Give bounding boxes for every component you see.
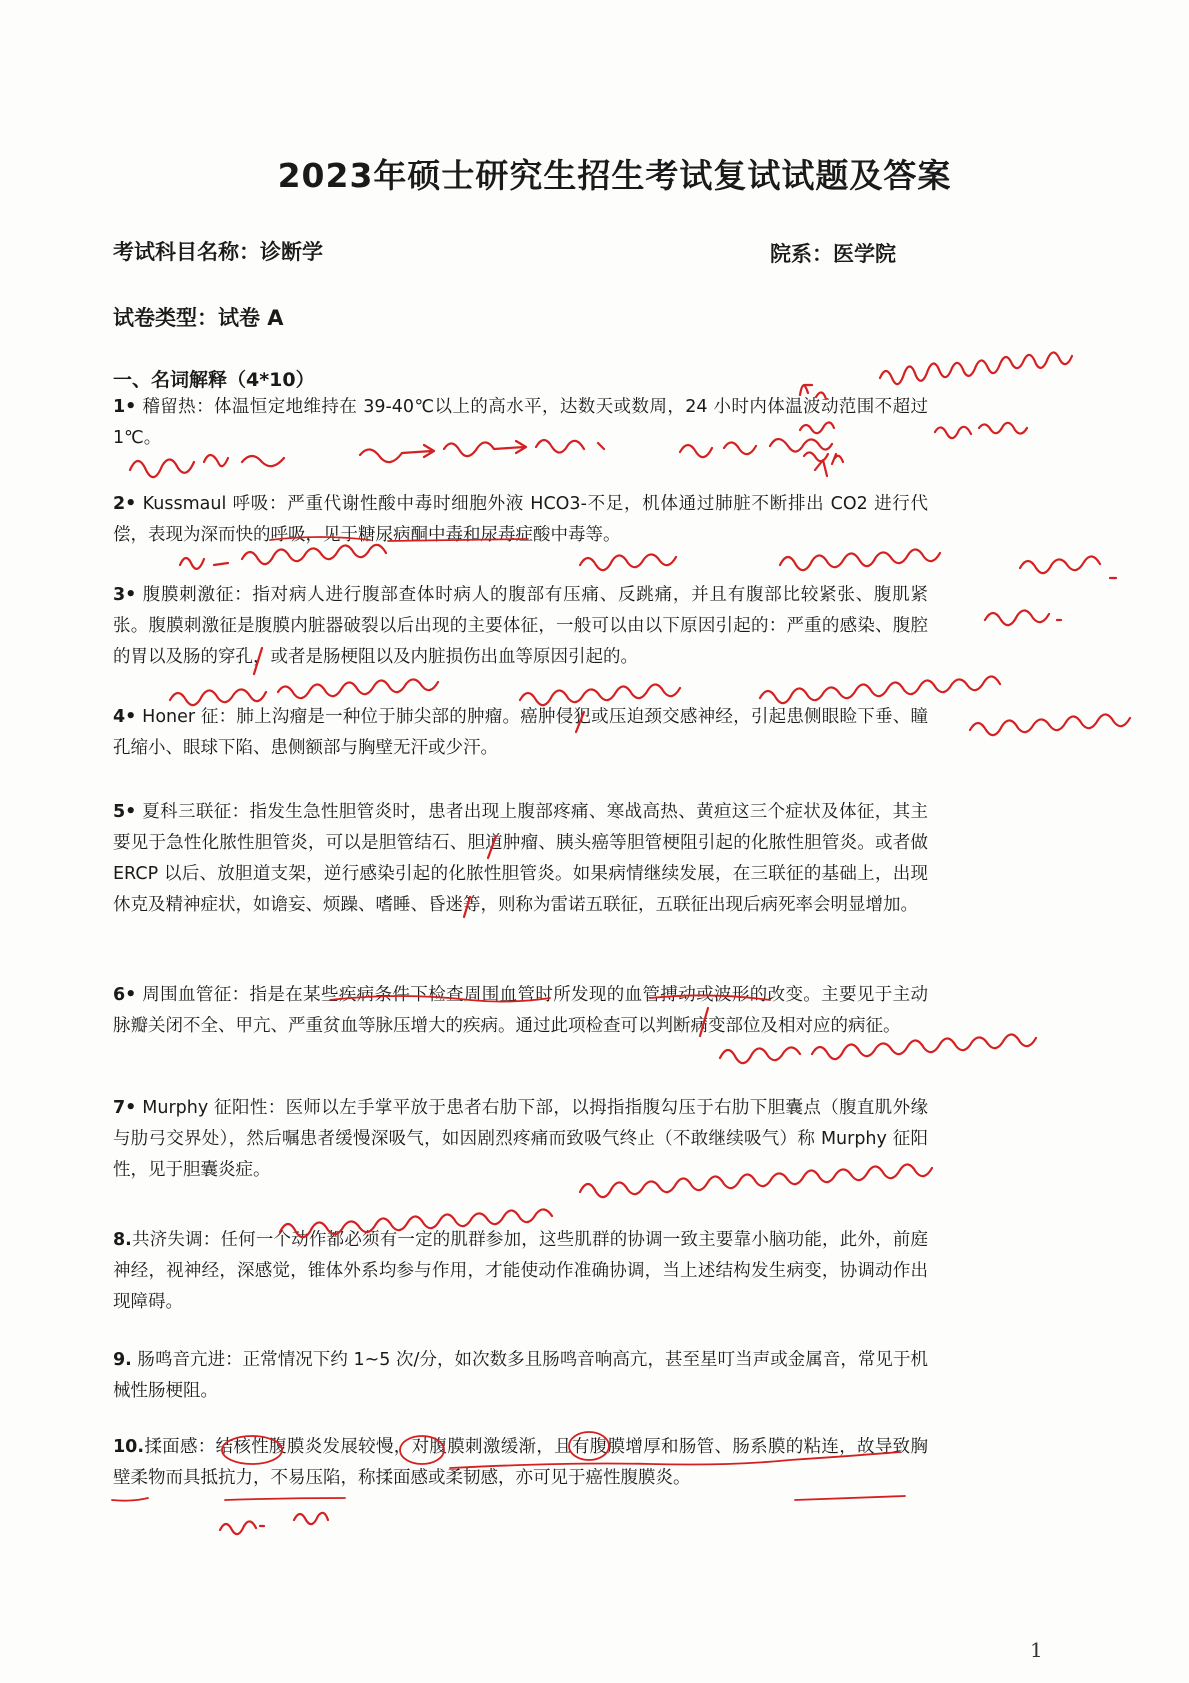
item-text: 腹膜刺激征：指对病人进行腹部查体时病人的腹部有压痛、反跳痛，并且有腹部比较紧张、腹肌紧张。腹膜刺激征是腹膜内脏器破裂以后出现的主要体征，一般可以由以下原因引起的：严重的感染、腹腔的胃以及肠的穿孔，或者是肠梗阻以及内脏损伤出血等原因引起的。 xyxy=(113,585,928,667)
item-text: 夏科三联征：指发生急性胆管炎时，患者出现上腹部疼痛、寒战高热、黄疸这三个症状及体征，其主要见于急性化脓性胆管炎，可以是胆管结石、胆道肿瘤、胰头癌等胆管梗阻引起的化脓性胆管炎。或者做 ERCP 以后、放胆道支架，逆行感染引起的化脓性胆管炎。如果病情继续发展，在三联征的基础上，出现休克及精神症状，如谵妄、烦躁、嗜睡、昏迷等，则称为雷诺五联征，五联征出现后病死率会明显增加。 xyxy=(113,802,928,915)
handwriting-scribble xyxy=(935,423,1027,438)
handwriting-scribble xyxy=(760,676,1000,703)
list-item xyxy=(113,980,928,1042)
item-number: 6• xyxy=(113,985,137,1005)
item-number: 1• xyxy=(113,397,137,417)
underline-mark xyxy=(225,1498,345,1500)
department: 院系：医学院 xyxy=(770,242,896,266)
paper-type: 试卷类型：试卷 A xyxy=(113,306,284,330)
item-text: Murphy 征阳性：医师以左手掌平放于患者右肋下部，以拇指指腹勾压于右肋下胆囊点（腹直肌外缘与肋弓交界处），然后嘱患者缓慢深吸气，如因剧烈疼痛而致吸气终止（不敢继续吸气）称 Murphy 征阳性，见于胆囊炎症。 xyxy=(113,1098,928,1180)
list-item xyxy=(113,1225,928,1318)
item-number: 9. xyxy=(113,1350,132,1370)
item-text: 共济失调：任何一个动作都必须有一定的肌群参加，这些肌群的协调一致主要靠小脑功能，此外，前庭神经，视神经，深感觉，锥体外系均参与作用，才能使动作准确协调，当上述结构发生病变，协调动作出现障碍。 xyxy=(113,1230,928,1312)
item-number: 10. xyxy=(113,1437,145,1457)
handwriting-scribble xyxy=(780,549,940,570)
list-item xyxy=(113,797,928,921)
item-text: Kussmaul 呼吸：严重代谢性酸中毒时细胞外液 HCO3-不足，机体通过肺脏不断排出 CO2 进行代偿，表现为深而快的呼吸，见于糖尿病酮中毒和尿毒症酸中毒等。 xyxy=(113,494,928,545)
underline-mark xyxy=(795,1496,905,1500)
handwriting-scribble xyxy=(970,714,1130,735)
list-item xyxy=(113,1432,928,1494)
item-number: 5• xyxy=(113,802,137,822)
item-number: 8. xyxy=(113,1230,132,1250)
handwriting-scribble xyxy=(880,352,1072,384)
list-item xyxy=(113,489,928,551)
underline-mark xyxy=(112,1498,148,1501)
list-item xyxy=(113,702,928,764)
item-text: 肠鸣音亢进：正常情况下约 1~5 次/分，如次数多且肠鸣音响高亢，甚至星叮当声或金属音，常见于机械性肠梗阻。 xyxy=(113,1350,928,1401)
list-item xyxy=(113,1345,928,1407)
item-number: 2• xyxy=(113,494,137,514)
item-text: 稽留热：体温恒定地维持在 39-40℃以上的高水平，达数天或数周，24 小时内体温波动范围不超过 1℃。 xyxy=(113,397,928,448)
item-number: 3• xyxy=(113,585,137,605)
document-title: 2023年硕士研究生招生考试复试试题及答案 xyxy=(277,156,952,195)
list-item xyxy=(113,580,928,673)
handwriting-scribble xyxy=(985,610,1061,625)
item-text: 揉面感：结核性腹膜炎发展较慢，对腹膜刺激缓渐，且有腹膜增厚和肠管、肠系膜的粘连，故导致胸壁柔物而具抵抗力，不易压陷，称揉面感或柔韧感，亦可见于癌性腹膜炎。 xyxy=(113,1437,928,1488)
item-number: 4• xyxy=(113,707,137,727)
list-item xyxy=(113,392,928,454)
page-number: 1 xyxy=(1030,1638,1043,1662)
item-text: 周围血管征：指是在某些疾病条件下检查周围血管时所发现的血管搏动或波形的改变。主要见于主动脉瓣关闭不全、甲亢、严重贫血等脉压增大的疾病。通过此项检查可以判断病变部位及相对应的病征。 xyxy=(113,985,928,1036)
handwriting-scribble xyxy=(815,456,843,476)
handwriting-scribble xyxy=(1020,556,1116,578)
handwriting-scribble xyxy=(130,455,284,477)
item-text: Honer 征：肺上沟瘤是一种位于肺尖部的肿瘤。癌肿侵犯或压迫颈交感神经，引起患侧眼睑下垂、瞳孔缩小、眼球下陷、患侧额部与胸壁无汗或少汗。 xyxy=(113,707,928,758)
handwriting-scribble xyxy=(220,1513,328,1534)
section-heading: 一、名词解释（4*10） xyxy=(113,369,315,391)
list-item xyxy=(113,1093,928,1186)
handwriting-scribble xyxy=(580,554,676,570)
exam-subject: 考试科目名称：诊断学 xyxy=(113,240,323,264)
item-number: 7• xyxy=(113,1098,137,1118)
